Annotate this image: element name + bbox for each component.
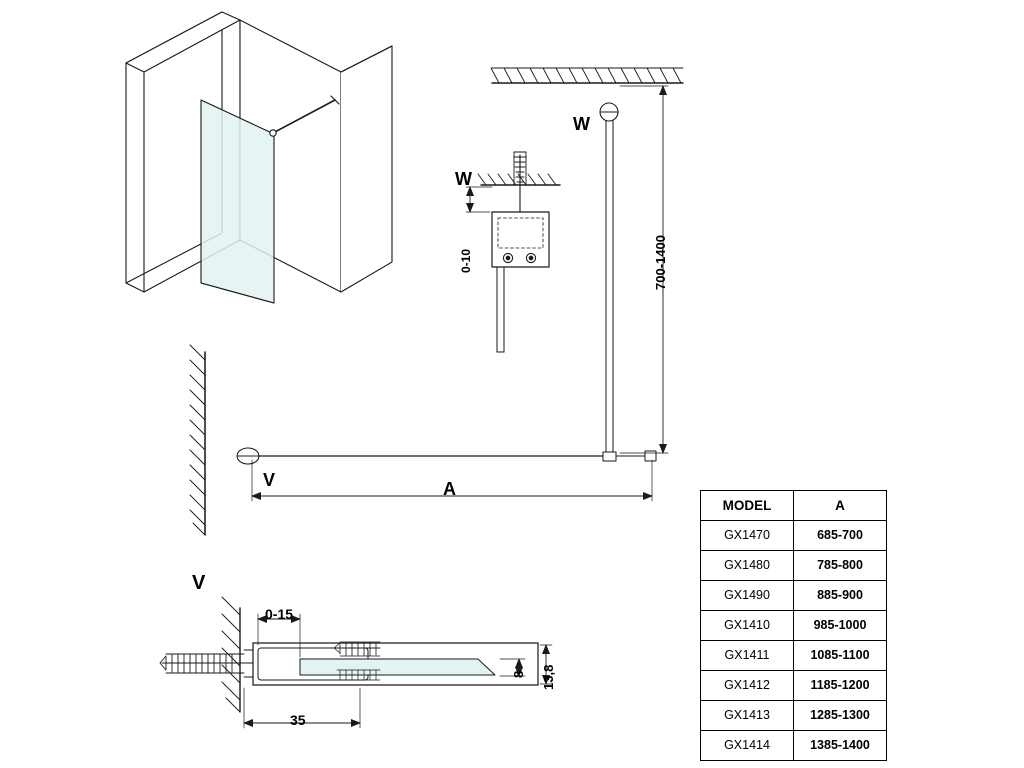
table-header-model: MODEL (701, 491, 794, 521)
cell-model: GX1412 (701, 671, 794, 701)
table-row (701, 581, 887, 611)
dimension-profile-depth-label: 35 (290, 712, 306, 728)
detail-v-section-label: V (192, 572, 206, 594)
cell-model: GX1480 (701, 551, 794, 581)
dimension-thickness-label: 13,8 (541, 664, 556, 690)
cell-model: GX1413 (701, 701, 794, 731)
table-row (701, 731, 887, 761)
cell-a: 985-1000 (794, 611, 887, 641)
dimension-glass-offset-label: 0-15 (265, 606, 294, 622)
cell-a: 1185-1200 (794, 671, 887, 701)
cell-model: GX1470 (701, 521, 794, 551)
dimension-height-range-label: 700-1400 (653, 235, 668, 290)
cell-a: 1385-1400 (794, 731, 887, 761)
table-row (701, 521, 887, 551)
cell-model: GX1411 (701, 641, 794, 671)
table-row (701, 701, 887, 731)
detail-v-callout-label: V (263, 470, 276, 490)
dimension-glass-label: 8 (511, 670, 526, 678)
table-header-a: A (794, 491, 887, 521)
cell-model: GX1414 (701, 731, 794, 761)
detail-w-top-label: W (573, 114, 590, 134)
detail-v-section (160, 597, 552, 728)
dimension-a-label: A (443, 479, 456, 499)
cell-a: 1285-1300 (794, 701, 887, 731)
table-row (701, 611, 887, 641)
table-row (701, 551, 887, 581)
detail-w-left-label: W (455, 169, 472, 189)
table-header-row (701, 491, 887, 521)
cell-model: GX1490 (701, 581, 794, 611)
detail-w-bracket (466, 152, 560, 352)
table-row (701, 671, 887, 701)
cell-a: 785-800 (794, 551, 887, 581)
cell-model: GX1410 (701, 611, 794, 641)
cell-a: 1085-1100 (794, 641, 887, 671)
table-row (701, 641, 887, 671)
cell-a: 685-700 (794, 521, 887, 551)
perspective-view (126, 12, 392, 303)
model-dimension-table (700, 490, 887, 761)
dimension-wall-gap-label: 0-10 (459, 248, 473, 273)
cell-a: 885-900 (794, 581, 887, 611)
